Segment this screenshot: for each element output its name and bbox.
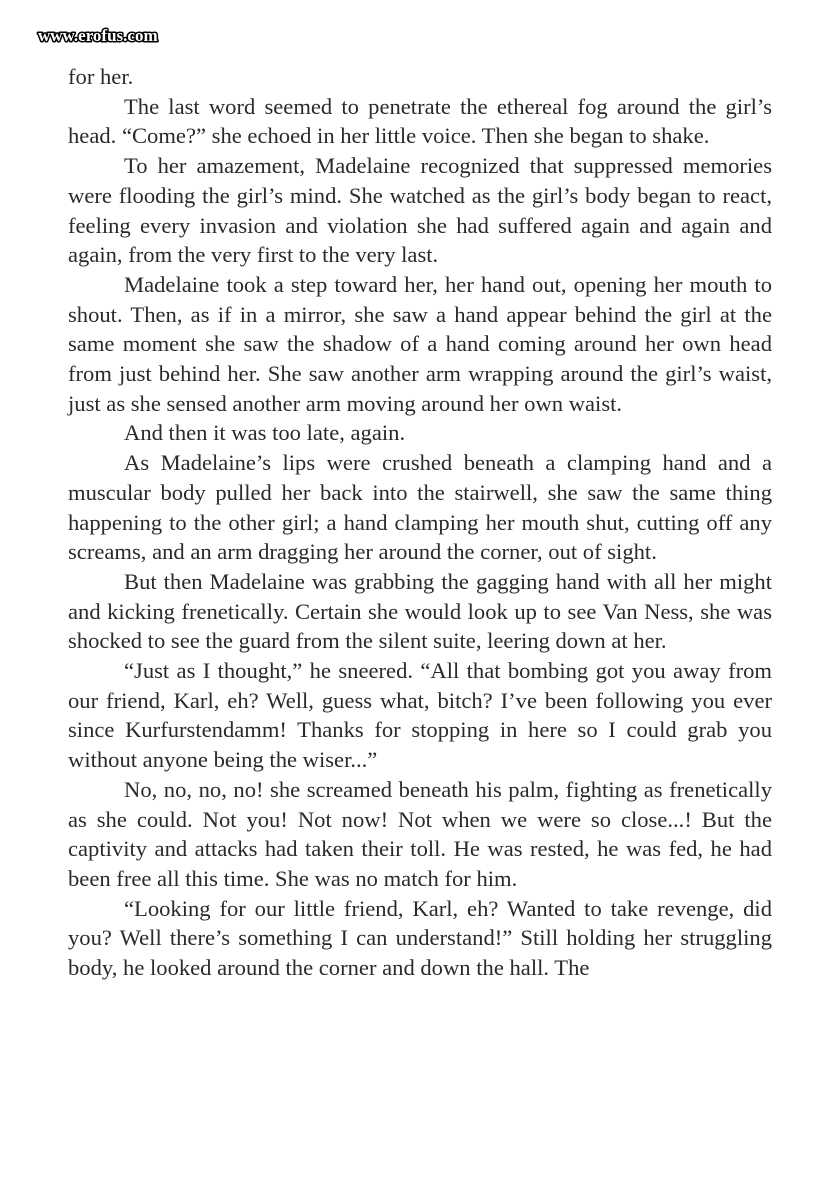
watermark-text: www.erofus.com bbox=[38, 26, 158, 45]
paragraph: Madelaine took a step toward her, her hand out, opening her mouth to shout. Then, as if in a mirror, she saw a hand appear behind the girl at the same moment she saw the shadow of a hand coming around her own head from just behind her. She saw another arm wrapping around the girl’s waist, just as she sensed another arm moving around her own waist. bbox=[68, 271, 772, 416]
paragraph: “Looking for our little friend, Karl, eh? Wanted to take revenge, did you? Well there’s something I can understand!” Still holding her struggling body, he looked around the corner and down the hall. The bbox=[68, 895, 772, 981]
paragraph: “Just as I thought,” he sneered. “All that bombing got you away from our friend, Karl, eh? Well, guess what, bitch? I’ve been following you ever since Kurfurstendamm! Thanks for stopping in here so I could grab you without anyone being the wiser...” bbox=[68, 658, 772, 773]
paragraph: As Madelaine’s lips were crushed beneath a clamping hand and a muscular body pulled her back into the stairwell, she saw the same thing happening to the other girl; a hand clamping her mouth shut, cutting off any screams, and an arm dragging her around the corner, out of sight. bbox=[68, 450, 772, 565]
watermark-logo bbox=[36, 24, 196, 48]
paragraph: But then Madelaine was grabbing the gagging hand with all her might and kicking frenetically. Certain she would look up to see Van Ness, she was shocked to see the guard from the silent suite, leering down at her. bbox=[68, 568, 772, 654]
book-page-text bbox=[68, 62, 772, 983]
paragraph: The last word seemed to penetrate the ethereal fog around the girl’s head. “Come?” she echoed in her little voice. Then she began to shake. bbox=[68, 93, 772, 149]
paragraph: No, no, no, no! she screamed beneath his palm, fighting as frenetically as she could. Not you! Not now! Not when we were so close...! But the captivity and attacks had taken their toll. He was rested, he was fed, he had been free all this time. She was no match for him. bbox=[68, 776, 772, 891]
paragraph: And then it was too late, again. bbox=[124, 420, 406, 446]
paragraph: To her amazement, Madelaine recognized that suppressed memories were flooding the girl’s mind. She watched as the girl’s body began to react, feeling every invasion and violation she had suffered again and again and again, from the very first to the very last. bbox=[68, 153, 772, 268]
paragraph: for her. bbox=[68, 64, 134, 89]
